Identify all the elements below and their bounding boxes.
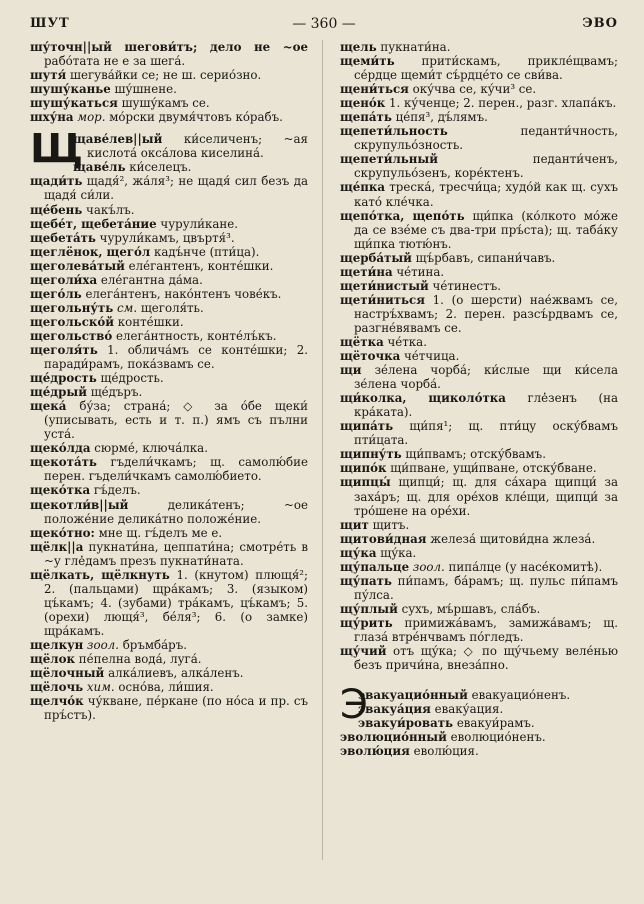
headword: щёлок <box>30 652 75 667</box>
definition: че́тка. <box>387 334 427 349</box>
definition: еле́гантенъ, конте́шки. <box>128 258 274 273</box>
headword: щено́к <box>340 96 386 111</box>
headword: щепети́льный <box>340 152 439 167</box>
definition: сюрме́, ключа́лка. <box>94 441 208 456</box>
headword: щаве́лев||ый <box>73 132 163 147</box>
running-header <box>30 10 618 36</box>
dictionary-entry <box>340 110 618 124</box>
headword: щегольство́ <box>30 328 113 343</box>
definition: бръмба́ръ. <box>122 637 187 652</box>
usage-label: мор. <box>77 110 106 125</box>
headword: щеголя́ть <box>30 342 98 357</box>
definition: щадя́², жа́ля³; не щадя́ сил безъ да щадя́ си́ли. <box>44 174 309 203</box>
dictionary-entry <box>340 124 618 152</box>
dictionary-entry <box>30 399 308 441</box>
usage-label: хим. <box>86 680 115 695</box>
definition: педанти́ченъ, скрупульо́зенъ, коре́ктенъ. <box>354 152 618 181</box>
dictionary-entry <box>340 82 618 96</box>
definition: ки́селецъ. <box>129 160 192 175</box>
headword: шушу́каться <box>30 96 118 111</box>
dictionary-entry <box>340 363 618 391</box>
headword: ще́бень <box>30 202 83 217</box>
dictionary-entry <box>30 174 308 202</box>
definition: бу́за; страна́; ◇ за о́бе щеки́ (уписывать, есть и т. п.) ямъ съ пълни уста́. <box>44 399 309 442</box>
headword: щи́колка, щиколо́тка <box>340 391 506 406</box>
definition: педанти́чность, скрупульо́зность. <box>354 124 618 153</box>
definition: че́тинестъ. <box>432 278 501 293</box>
headword: щепа́ть <box>340 110 392 125</box>
definition: еваку́ация. <box>434 702 504 717</box>
headword: шутя́ <box>30 68 67 83</box>
headword: щегольну́ть <box>30 300 114 315</box>
definition: щипци́; щ. для са́хара щипци́ за заха́ръ; щ. для оре́хов кле́щи, щипци́ за тро́шене на оре́хи. <box>354 475 618 518</box>
dictionary-entry <box>30 245 308 259</box>
definition: осно́ва, ли́шия. <box>118 680 214 695</box>
dictionary-entry <box>30 385 308 399</box>
headword: щебета́ть <box>30 230 96 245</box>
headword: щека́ <box>30 399 67 414</box>
headword: щу́чий <box>340 644 387 659</box>
headword: щекотли́в||ый <box>30 497 129 512</box>
dictionary-entry <box>30 273 308 287</box>
dictionary-entry <box>340 475 618 517</box>
headword: щу́рить <box>340 615 393 630</box>
headword: щёлкать, щёлкнуть <box>30 567 170 582</box>
dictionary-entry <box>340 40 618 54</box>
dictionary-entry <box>340 546 618 560</box>
usage-label: зоол. <box>87 637 119 652</box>
headword: шу́точн||ый шегови́тъ; дело не ~ое <box>30 40 308 54</box>
definition: пукнати́на, цеппати́на; смотре́ть в ~у глe̓дамъ презъ пукнати́ната. <box>44 539 308 568</box>
dictionary-entry <box>30 638 308 652</box>
right-column <box>340 40 618 758</box>
headword: эвакуацио́нный <box>357 688 468 703</box>
headword: щети́ниться <box>340 292 425 307</box>
definition: гъ́делъ. <box>93 483 141 498</box>
definition: щеголя́ть. <box>140 300 204 315</box>
definition: шу́шнене. <box>114 82 177 97</box>
definition: пе́пелна вода́, луга́. <box>78 652 202 667</box>
definition: мне щ. гъ́делъ ме е. <box>98 525 223 540</box>
dictionary-entry <box>30 455 308 483</box>
dictionary-entry <box>340 265 618 279</box>
headword: эвакуи́ровать <box>357 716 454 731</box>
headword: щеголева́тый <box>30 258 125 273</box>
dictionary-entry <box>30 343 308 371</box>
entries-shcha <box>30 126 309 723</box>
headword: щёлочный <box>30 666 105 681</box>
definition: пукнати́на. <box>380 40 451 54</box>
headword: щети́на <box>340 264 393 279</box>
definition: щи́пя¹; щ. пти́цу оску́бвамъ пти́цата. <box>354 419 618 448</box>
dictionary-entry <box>340 532 618 546</box>
headword: щаве́ль <box>73 160 126 175</box>
definition: ще́дрость. <box>100 371 164 386</box>
headword: щипо́к <box>340 461 387 476</box>
dictionary-entry <box>30 82 308 96</box>
definition: щитъ. <box>372 517 410 532</box>
definition: чурули́камъ, цвъртя́³. <box>99 230 235 245</box>
dictionary-entry <box>340 616 618 644</box>
definition: евакуацио́ненъ. <box>471 688 571 703</box>
headword: щерба́тый <box>340 250 412 265</box>
definition: конте́шки. <box>117 314 184 329</box>
definition: чу́кване, пе́ркане (по но́са и пр. съ пръ́стъ). <box>44 694 309 723</box>
definition: кадъ́нче (пти́ца). <box>154 244 260 259</box>
headword: ще́дрый <box>30 385 87 400</box>
entries-e <box>340 682 618 759</box>
header-left-guide-word: ШУТ <box>30 16 70 31</box>
definition: отъ щу́ка; ◇ по щу́чьему веле́нью безъ причи́на, внеза́пно. <box>354 644 619 673</box>
dictionary-entry <box>340 574 618 602</box>
definition: 1. ку́ченце; 2. перен., разг. хлапа́къ. <box>389 96 617 111</box>
headword: щу́плый <box>340 601 398 616</box>
dictionary-entry <box>340 644 618 672</box>
headword: щеглёнок, щего́л <box>30 244 151 259</box>
dictionary-entry <box>30 441 308 455</box>
dictionary-entry <box>340 349 618 363</box>
headword: щипцы́ <box>340 475 391 490</box>
headword: щель <box>340 40 377 54</box>
dictionary-entry <box>30 68 308 82</box>
headword: щелкун <box>30 637 84 652</box>
definition: шушу́камъ се. <box>121 96 210 111</box>
column-divider <box>322 40 323 860</box>
headword: эволю́ция <box>340 744 410 759</box>
dictionary-entry <box>340 335 618 349</box>
dictionary-entry <box>340 602 618 616</box>
headword: щётка <box>340 334 384 349</box>
headword: щего́ль <box>30 286 82 301</box>
dictionary-entry <box>340 180 618 208</box>
definition: треска́, тресчи́ца; худо́й как щ. сухъ като́ кле́чка. <box>354 180 619 209</box>
definition: пипа́лце (у насе́комитѣ). <box>448 559 603 574</box>
dictionary-entry <box>340 419 618 447</box>
headword: щу́пать <box>340 573 392 588</box>
headword: щёлочь <box>30 680 84 695</box>
definition: 1. облича́мъ се конте́шки; 2. паради́рамъ, пока́звамъ се. <box>44 342 309 372</box>
headword: щитови́дная <box>340 531 427 546</box>
definition: щи́пвамъ; отску́бвамъ. <box>405 447 546 462</box>
definition: примижа́вамъ, замижа́вамъ; щ. глаза́ втре́нчвамъ по́гледъ. <box>354 615 619 644</box>
headword: щеми́ть <box>340 54 395 69</box>
left-column <box>30 40 308 722</box>
dictionary-entry <box>30 110 308 124</box>
dictionary-entry <box>340 447 618 461</box>
headword: щёточка <box>340 349 401 364</box>
dictionary-entry <box>30 652 308 666</box>
headword: эвакуа́ция <box>357 702 431 717</box>
dictionary-entry <box>30 203 308 217</box>
dictionary-entry <box>30 371 308 385</box>
definition: щу́ка. <box>380 545 417 560</box>
definition: рабо́тата не е за шега́. <box>44 54 186 69</box>
dictionary-entry <box>340 293 618 335</box>
headword: шушу́канье <box>30 82 111 97</box>
dictionary-entry <box>340 461 618 475</box>
dictionary-entry <box>340 518 618 532</box>
definition: щи́пка (ко́лкото мо́же да се взе́ме съ два-три пръ́ста); щ. таба́ку щи́пка тютю́нъ. <box>354 208 618 251</box>
headword: щебе́т, щебета́ние <box>30 216 157 231</box>
dictionary-entry <box>340 730 618 744</box>
headword: шху́на <box>30 110 74 125</box>
dictionary-entry <box>340 560 618 574</box>
section-letter-shcha: Щ <box>30 126 84 173</box>
page-number: — 360 — <box>292 16 356 32</box>
header-right-guide-word: ЭВО <box>582 16 618 31</box>
definition: елега́нтность, конте́лъ́къ. <box>116 328 277 343</box>
dictionary-entry <box>30 40 308 68</box>
headword: щепо́тка, щепо́ть <box>340 208 465 223</box>
dictionary-entry <box>340 688 618 702</box>
definition: чакъ́лъ. <box>86 202 135 217</box>
dictionary-entry <box>30 694 308 722</box>
definition: це́пя³, дъ́лямъ. <box>395 110 488 125</box>
dictionary-entry <box>30 231 308 245</box>
dictionary-entry <box>30 680 308 694</box>
definition: мо́рски двумя́чтовъ ко́рабъ. <box>109 110 283 125</box>
definition: оку́чва се, ку́чи³ се. <box>412 82 537 97</box>
text-columns <box>30 40 618 896</box>
dictionary-entry <box>340 744 618 758</box>
definition: еволю́ция. <box>413 744 479 759</box>
definition: 1. (о шерсти) нае́жвамъ се, настръ́хвамъ; 2. перен. разсъ́рдвамъ се, разгне́вявамъ се. <box>354 292 619 335</box>
dictionary-entry <box>340 251 618 265</box>
headword: щи <box>340 363 362 378</box>
dictionary-entry <box>340 716 618 730</box>
letter-section-e <box>340 682 618 759</box>
usage-label: см. <box>116 300 138 315</box>
definition: 1. (кнутом) плющя́²; 2. (пальцами) щра́камъ; 3. (языком) цъ́камъ; 4. (зубами) тра́камъ, цъ́камъ; 5. (орехи) лющя́³, бе́ля³; 6. (о замке) щра́камъ. <box>44 567 308 638</box>
headword: щеко́тка <box>30 483 91 498</box>
headword: эволюцио́нный <box>340 730 447 745</box>
headword: ще́дрость <box>30 371 97 386</box>
definition: сухъ, мъ́ршавъ, сла́бъ. <box>401 601 541 616</box>
dictionary-entry <box>340 96 618 110</box>
definition: еле́гантна да́ма. <box>100 272 203 287</box>
dictionary-entry <box>30 329 308 343</box>
dictionary-entry <box>340 152 618 180</box>
letter-section-shcha <box>30 126 309 723</box>
dictionary-entry <box>340 209 618 251</box>
dictionary-entry <box>340 391 618 419</box>
definition: шегува́йки се; не ш. серио́зно. <box>70 68 262 83</box>
dictionary-entry <box>30 315 308 329</box>
definition: чурули́кане. <box>160 216 238 231</box>
headword: щипа́ть <box>340 419 394 434</box>
dictionary-entry <box>30 498 308 526</box>
dictionary-entry <box>30 259 308 273</box>
headword: щети́нистый <box>340 278 429 293</box>
dictionary-entry <box>30 526 308 540</box>
headword: щени́ться <box>340 82 409 97</box>
headword: щипну́ть <box>340 447 402 462</box>
definition: ки́селиченъ; ~ая кислота́ окса́лова киселина́. <box>87 132 308 161</box>
definition: евакуи́рамъ. <box>456 716 535 731</box>
definition: щи́пване, ущи́пване, отску́бване. <box>390 461 597 476</box>
dictionary-entry <box>340 279 618 293</box>
section-letter-e: Э <box>340 682 368 729</box>
entries-before-letter <box>30 40 308 124</box>
definition: глe̓зенъ (на кра́ката). <box>354 391 618 420</box>
headword: щекота́ть <box>30 455 97 470</box>
definition: щъ́рбавъ, сипани́чавъ. <box>415 250 556 265</box>
definition: ще́дъръ. <box>90 385 143 400</box>
entries-shcha-continued <box>340 40 618 672</box>
headword: щеголи́ха <box>30 272 98 287</box>
definition: гъдели́чкамъ; щ. самолю́бие перен. гъдели́чкамъ самолю́бието. <box>44 455 309 484</box>
dictionary-entry <box>30 287 308 301</box>
dictionary-entry <box>30 540 308 568</box>
headword: щелчо́к <box>30 694 84 709</box>
dictionary-entry <box>30 483 308 497</box>
definition: прити́скамъ, прикле́щвамъ; се́рдце щеми́т съ́рдце́то се сви́ва. <box>354 54 618 83</box>
headword: щу́пальце <box>340 559 410 574</box>
dictionary-entry <box>30 301 308 315</box>
definition: че́тина. <box>396 264 445 279</box>
dictionary-entry <box>30 568 308 638</box>
dictionary-entry <box>340 54 618 82</box>
headword: щепети́льность <box>340 124 448 139</box>
dictionary-entry <box>340 702 618 716</box>
headword: щит <box>340 517 369 532</box>
definition: пи́памъ, ба́рамъ; щ. пульс пи́памъ пу́лса. <box>354 573 619 602</box>
definition: железа́ щитови́дна жлеза́. <box>430 531 596 546</box>
definition: зе́лена чорба́; ки́слые щи ки́села зе́лена чорба́. <box>354 363 618 392</box>
definition: че́тчица. <box>404 349 460 364</box>
definition: елега́нтенъ, нако́нтенъ чове́къ. <box>85 286 282 301</box>
definition: еволюцио́ненъ. <box>450 730 546 745</box>
dictionary-entry <box>30 96 308 110</box>
dictionary-entry <box>30 217 308 231</box>
headword: щади́ть <box>30 174 83 189</box>
definition: делика́тенъ; ~ое положе́ние делика́тно положе́ние. <box>44 497 308 526</box>
headword: ще́пка <box>340 180 386 195</box>
definition: алка́лиевъ, алка́ленъ. <box>108 666 244 681</box>
dictionary-entry <box>30 666 308 680</box>
usage-label: зоол. <box>412 559 445 574</box>
headword: щегольско́й <box>30 314 115 329</box>
headword: щеко́тно: <box>30 525 95 540</box>
headword: щу́ка <box>340 545 377 560</box>
headword: щёлк||а <box>30 539 84 554</box>
headword: щеко́лда <box>30 441 91 456</box>
